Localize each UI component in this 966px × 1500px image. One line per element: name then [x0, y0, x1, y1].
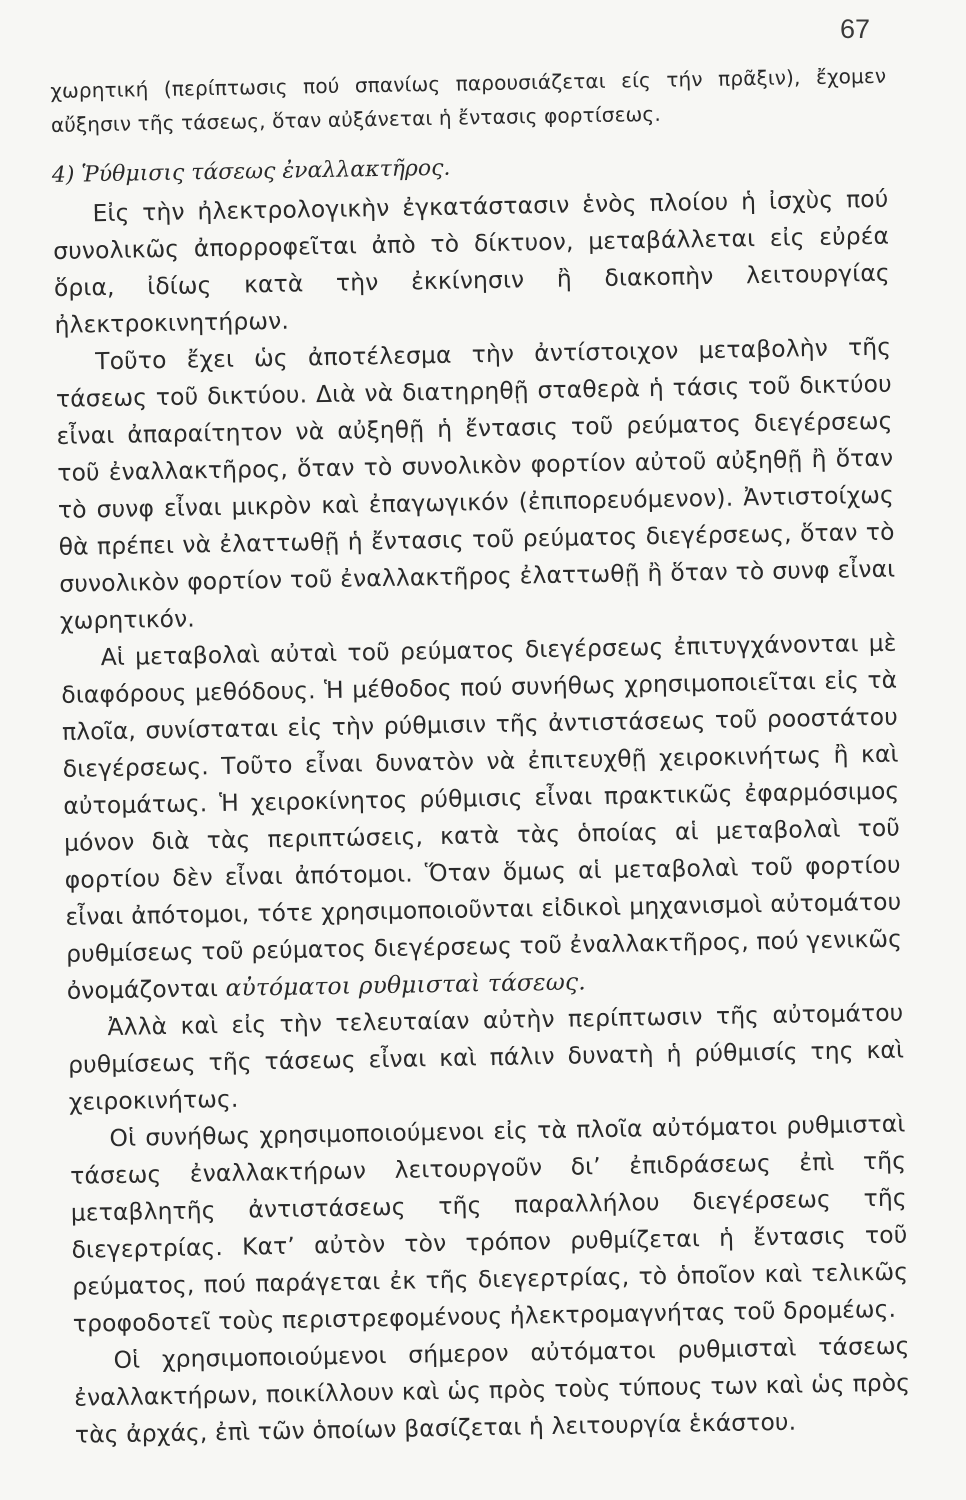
emphasized-term: αὐτόματοι ρυθμισταὶ τάσεως.: [225, 967, 587, 1002]
body-text: [50, 59, 911, 1454]
paragraph: [60, 625, 903, 1010]
paragraph: Ἀλλὰ καὶ εἰς τὴν τελευταίαν αὐτὴν περίπτωσιν τῆς αὐτομάτου ρυθμίσεως τῆς τάσεως εἶναι καὶ πάλιν δυνατὴ ἡ ρύθμισίς της καὶ χειροκινήτως.: [67, 998, 905, 1116]
paragraph: Εἰς τὴν ἠλεκτρολογικὴν ἐγκατάστασιν ἑνὸς πλοίου ἡ ἰσχὺς πού συνολικῶς ἀπορροφεῖται ἀπὸ τὸ δίκτυον, μεταβάλλεται εἰς εὐρέα ὅρια, ἰδίως κατὰ τὴν ἐκκίνησιν ἢ διακοπὴν λειτουργίας ἠλεκτροκινητήρων.: [52, 184, 891, 339]
paragraph: Οἱ χρησιμοποιούμενοι σήμερον αὐτόματοι ρυθμισταὶ τάσεως ἐναλλακτήρων, ποικίλλουν καὶ ὡς πρὸς τοὺς τύπους των καὶ ὡς πρὸς τὰς ἀρχάς, ἐπὶ τῶν ὁποίων βασίζεται ἡ λειτουργία ἑκάστου.: [74, 1331, 911, 1449]
paragraph: Τοῦτο ἔχει ὡς ἀποτέλεσμα τὴν ἀντίστοιχον μεταβολὴν τῆς τάσεως τοῦ δικτύου. Διὰ νὰ διατηρηθῇ σταθερὰ ἡ τάσις τοῦ δικτύου εἶναι ἀπαραίτητον νὰ αὐξηθῇ ἡ ἔντασις τοῦ ρεύματος διεγέρσεως τοῦ ἐναλλακτῆρος, ὅταν τὸ συνολικὸν φορτίον αὐτοῦ αὐξηθῇ ἢ ὅταν τὸ συνφ εἶναι μικρὸν καὶ ἐπαγωγικόν (ἐπιπορευόμενον). Ἀντιστοίχως θὰ πρέπει νὰ ἐλαττωθῇ ἡ ἔντασις τοῦ ρεύματος διεγέρσεως, ὅταν τὸ συνολικὸν φορτίον τοῦ ἐναλλακτῆρος ἐλαττωθῇ ἢ ὅταν τὸ συνφ εἶναι χωρητικόν.: [55, 332, 896, 635]
paragraph-continuation: χωρητική (περίπτωσις πού σπανίως παρουσιάζεται είς τήν πρᾶξιν), ἔχομεν αὔξησιν τῆς τάσεως, ὅταν αὐξάνεται ἡ ἔντασις φορτίσεως.: [50, 63, 887, 137]
section-heading: 4) Ῥύθμισις τάσεως ἐναλλακτῆρος.: [51, 155, 451, 188]
paragraph-text: Αἱ μεταβολαὶ αὐταὶ τοῦ ρεύματος διεγέρσεως ἐπιτυγχάνονται μὲ διαφόρους μεθόδους. Ἡ μέθοδος πού συνήθως χρησιμοποιεῖται εἰς τὰ πλοῖα, συνίσταται εἰς τὴν ρύθμισιν τῆς ἀντιστάσεως τοῦ ροοστάτου διεγέρσεως. Τοῦτο εἶναι δυνατὸν νὰ ἐπιτευχθῇ χειροκινήτως ἢ καὶ αὐτομάτως. Ἡ χειροκίνητος ρύθμισις εἶναι πρακτικῶς ἐφαρμόσιμος μόνον διὰ τὰς περιπτώσεις, κατὰ τὰς ὁποίας αἱ μεταβολαὶ τοῦ φορτίου δὲν εἶναι ἀπότομοι. Ὅταν ὅμως αἱ μεταβολαὶ τοῦ φορτίου εἶναι ἀπότομοι, τότε χρησιμοποιοῦνται εἰδικοὶ μηχανισμοὶ αὐτομάτου ρυθμίσεως τοῦ ρεύματος διεγέρσεως τοῦ ἐναλλακτῆρος, πού γενικῶς ὀνομάζονται: [61, 628, 903, 1005]
paragraph: Οἱ συνήθως χρησιμοποιούμενοι εἰς τὰ πλοῖα αὐτόματοι ρυθμισταὶ τάσεως ἐναλλακτήρων λειτουργοῦν δι’ ἐπιδράσεως ἐπὶ τῆς μεταβλητῆς ἀντιστάσεως τῆς παραλλήλου διεγέρσεως τῆς διεγερτρίας. Κατ’ αὐτὸν τὸν τρόπον ρυθμίζεται ἡ ἔντασις τοῦ ρεύματος, πού παράγεται ἐκ τῆς διεγερτρίας, τὸ ὁποῖον καὶ τελικῶς τροφοδοτεῖ τοὺς περιστρεφομένους ἠλεκτρομαγνήτας τοῦ δρομέως.: [69, 1109, 909, 1338]
page-number: 67: [839, 14, 870, 44]
